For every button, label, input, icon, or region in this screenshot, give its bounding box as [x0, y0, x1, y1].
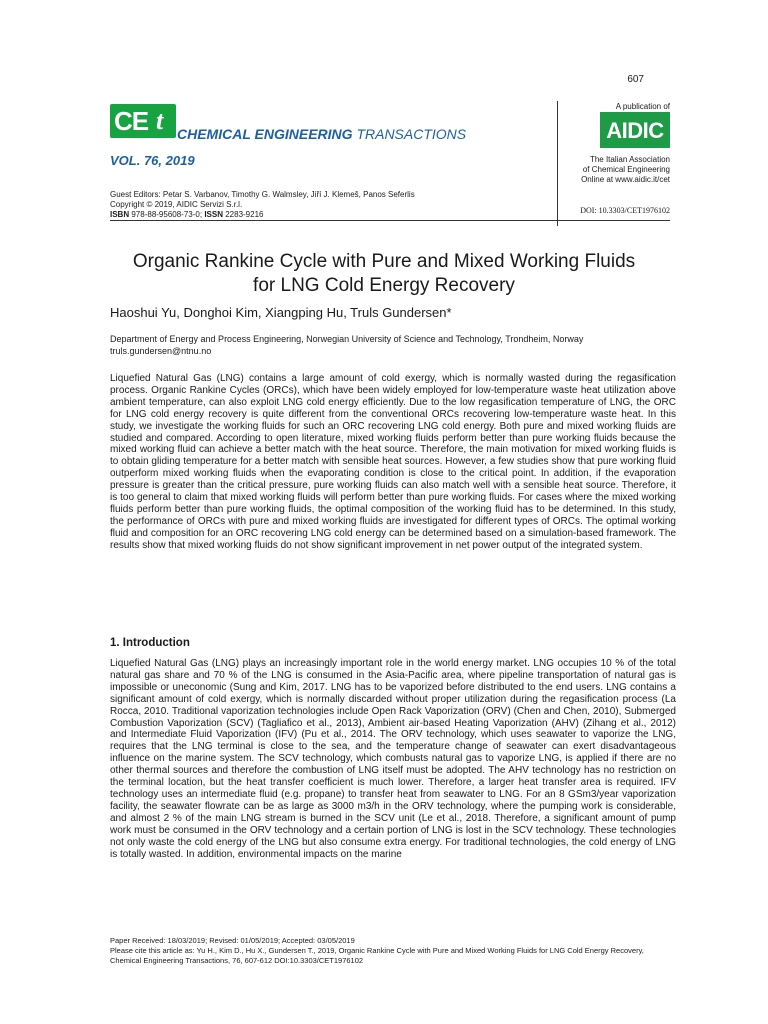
- association-line: Online at www.aidic.it/cet: [581, 175, 670, 184]
- footer: [110, 936, 676, 966]
- journal-title-bold: CHEMICAL ENGINEERING: [177, 126, 353, 142]
- title-line: Organic Rankine Cycle with Pure and Mixed Working Fluids: [132, 251, 636, 272]
- authors: Haoshui Yu, Donghoi Kim, Xiangping Hu, Truls Gundersen*: [110, 305, 452, 320]
- paper-dates: Paper Received: 18/03/2019; Revised: 01/05/2019; Accepted: 03/05/2019: [110, 936, 355, 945]
- isbn-label: ISBN: [110, 210, 130, 219]
- copyright: Copyright © 2019, AIDIC Servizi S.r.l.: [110, 200, 243, 209]
- title-line: for LNG Cold Energy Recovery: [253, 275, 515, 296]
- affiliation: Department of Energy and Process Engineering, Norwegian University of Science and Technology, Trondheim, Norway: [110, 334, 584, 344]
- page-number: 607: [627, 74, 644, 85]
- aidic-logo-text: AIDIC: [606, 118, 664, 143]
- isbn-issn: [110, 210, 415, 220]
- affiliation-block: [110, 333, 670, 357]
- header-divider-horizontal: [110, 220, 670, 221]
- article-title: [90, 250, 678, 298]
- issn-label: ISSN: [204, 210, 223, 219]
- isbn-value: 978-88-95608-73-0;: [131, 210, 203, 219]
- abstract: Liquefied Natural Gas (LNG) contains a large amount of cold exergy, which is normally wasted during the regasification process. Organic Rankine Cycles (ORCs), which have been widely employed for low-temperature waste heat utilization above ambient temperature, can also exploit LNG cold energy efficiently. Due to the low regasification temperature of LNG, the ORC for LNG cold energy recovery is quite different from the conventional ORCs recovering low-temperature waste heat. In this study, we investigate the working fluids for such an ORC recovering LNG cold energy. Both pure and mixed working fluids are studied and compared. According to open literature, mixed working fluids perform better than pure working fluids because the mixed working fluid can achieve a better match with the heat source. Therefore, the main motivation for mixed working fluids is to obtain gliding temperature for a better match with sensible heat sources. However, a few studies show that pure working fluid outperform mixed working fluids when the evaporating condition is close to the critical point. In addition, if the evaporation pressure is greater than the critical pressure, pure working fluids can also match well with a sensible heat source. Therefore, it is too general to claim that mixed working fluids will perform better than pure working fluids. For cases where the mixed working fluids perform better than pure working fluids, the optimal composition of the working fluid has to be determined. In this study, the performance of ORCs with pure and mixed working fluids are investigated for different types of ORCs. The optimal working fluid and composition for an ORC recovering LNG cold energy can be determined based on a simulation-based framework. The results show that mixed working fluids do not show significant improvement in net power output of the integrated system.: [110, 373, 676, 551]
- corresponding-email: truls.gundersen@ntnu.no: [110, 346, 212, 356]
- header-divider-vertical: [557, 101, 558, 226]
- volume: VOL. 76, 2019: [110, 153, 195, 168]
- association-line: of Chemical Engineering: [582, 165, 670, 174]
- editors-block: [110, 190, 415, 220]
- cet-logo: [110, 104, 176, 138]
- association-line: The Italian Association: [589, 155, 670, 164]
- journal-title-light: TRANSACTIONS: [356, 126, 467, 142]
- issn-value: 2283-9216: [225, 210, 264, 219]
- logo-text-t: t: [156, 106, 164, 135]
- logo-text-ce: CE: [114, 106, 149, 136]
- publication-label: A publication of: [615, 102, 670, 111]
- association-info: [581, 155, 670, 185]
- guest-editors: Guest Editors: Petar S. Varbanov, Timothy G. Walmsley, Jiří J. Klemeš, Panos Seferlis: [110, 190, 415, 199]
- journal-title: [177, 126, 466, 142]
- citation: Please cite this article as: Yu H., Kim D., Hu X., Gundersen T., 2019, Organic Rankine Cycle with Pure and Mixed Working Fluids for LNG Cold Energy Recovery, Chemical Engineering Transactions, 76, 607-612 DOI:10.3303/CET1976102: [110, 946, 644, 965]
- introduction-text: Liquefied Natural Gas (LNG) plays an increasingly important role in the world energy market. LNG occupies 10 % of the total natural gas share and 70 % of the LNG is consumed in the Asia-Pacific area, where pipeline transportation of natural gas is impossible or uneconomic (Sung and Kim, 2017. LNG has to be vaporized before distributed to the end users. LNG contains a significant amount of cold exergy, which is normally discarded without proper utilization during the regasification process (La Rocca, 2010. Traditional vaporization technologies include Open Rack Vaporization (ORV) (Chen and Chen, 2010), Submerged Combustion Vaporization (SCV) (Tagliafico et al., 2013), Ambient air-based Heating Vaporization (AHV) (Zihang et al., 2012) and Intermediate Fluid Vaporization (IFV) (Pu et al., 2014. The ORV technology, which uses seawater to vaporize the LNG, requires that the LNG terminal is close to the sea, and the temperature change of seawater can exert disadvantageous influence on the marine system. The SCV technology, which combusts natural gas to vaporize LNG, is applied if there are no other thermal sources and therefore the combustion of LNG itself must be adopted. The AHV technology has no restriction on the terminal location, but the heat transfer coefficient is much lower. Therefore, a larger heat transfer area is required. IFV technology uses an intermediate fluid (e.g. propane) to transfer heat from seawater to LNG. For an 8 GSm3/year vaporization facility, the seawater flowrate can be as large as 3000 m3/h in the ORV technology, where the pumping work is considerable, and almost 2 % of the main LNG stream is burned in the SCV unit (Le et al., 2018. Therefore, a significant amount of pump work must be consumed in the ORV technology and a certain portion of LNG is lost in the SCV technology. These technologies not only waste the cold energy of the LNG but also consume extra energy. For traditional technologies, the cold energy of LNG is totally wasted. In addition, environmental impacts on the marine: [110, 658, 676, 860]
- doi: DOI: 10.3303/CET1976102: [580, 206, 670, 215]
- aidic-logo: [600, 112, 670, 148]
- section-heading: 1. Introduction: [110, 637, 190, 649]
